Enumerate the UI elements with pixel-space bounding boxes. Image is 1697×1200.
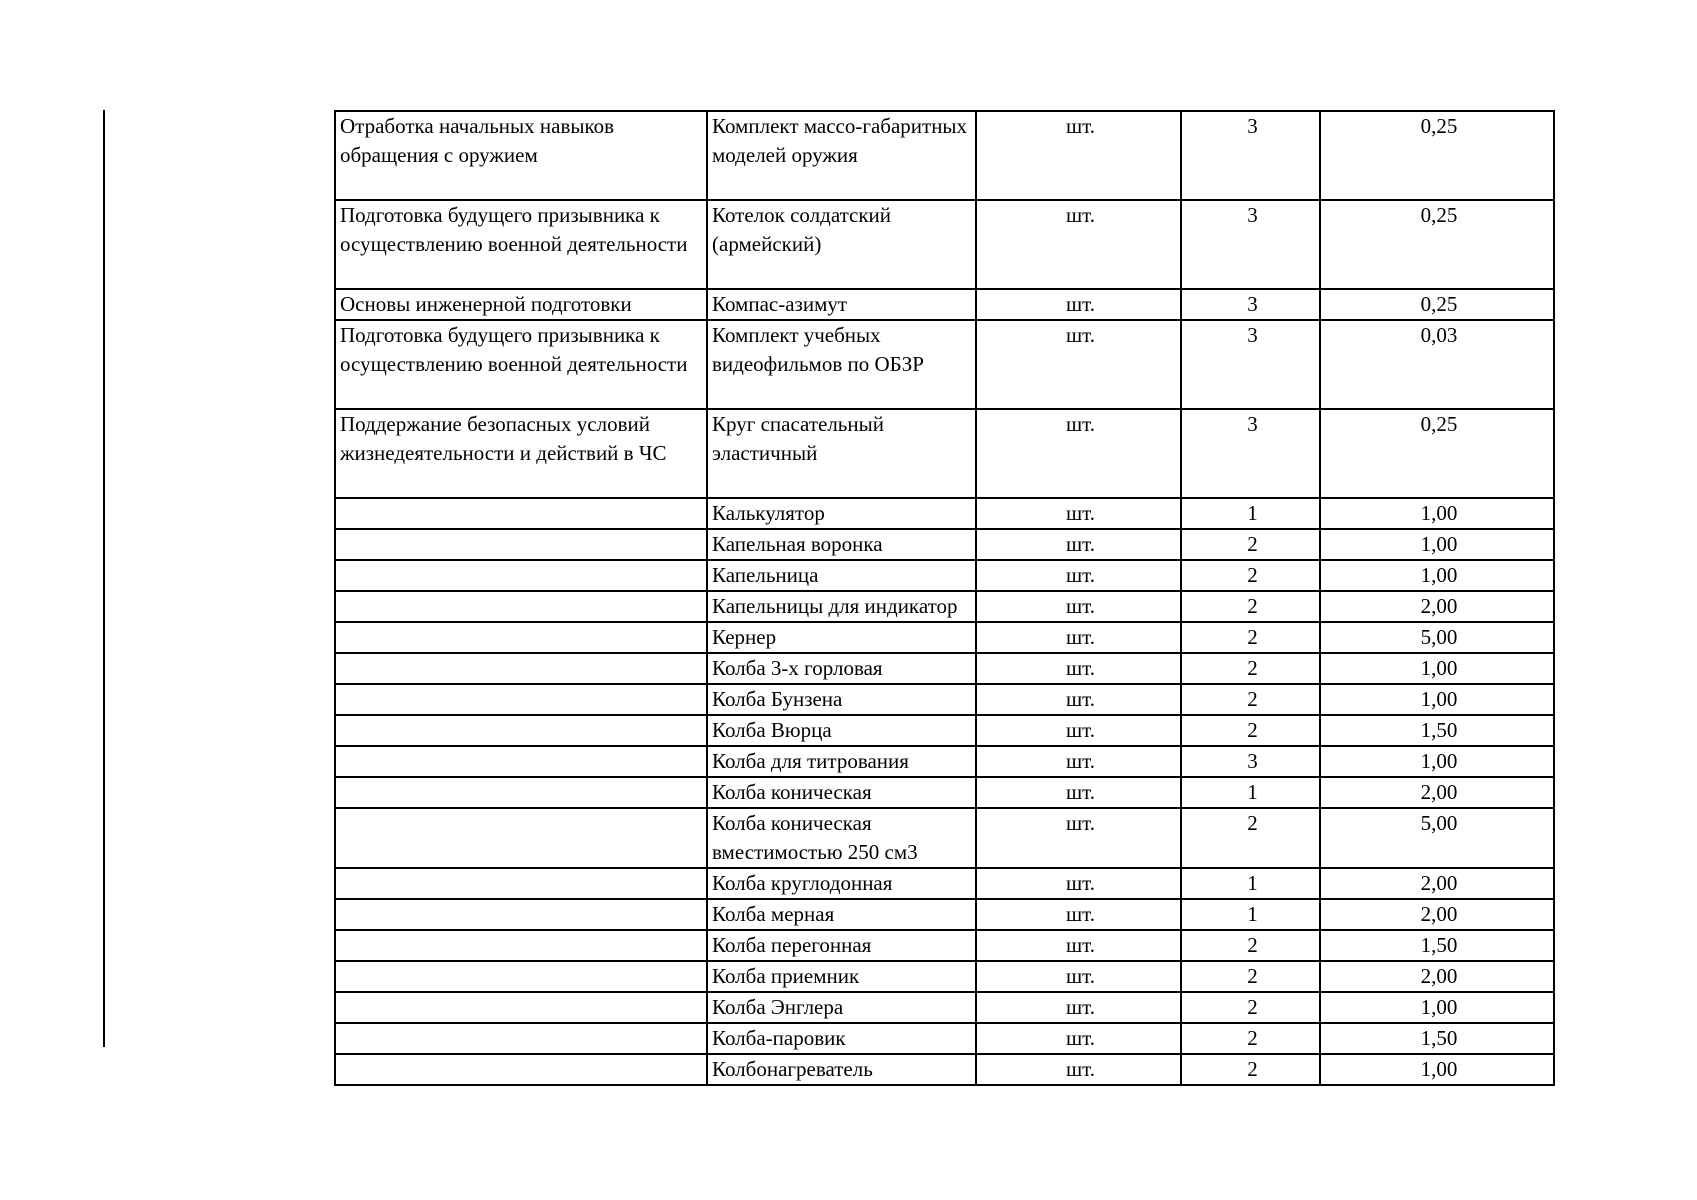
topic-cell — [335, 529, 707, 560]
unit-cell: шт. — [976, 684, 1181, 715]
table-row — [335, 289, 1554, 320]
topic-cell: Отработка начальных навыков обращения с оружием — [335, 111, 707, 200]
unit-cell: шт. — [976, 409, 1181, 498]
topic-cell — [335, 868, 707, 899]
quantity-cell: 2 — [1181, 622, 1320, 653]
table-row — [335, 591, 1554, 622]
item-cell: Капельницы для индикатор — [707, 591, 976, 622]
item-cell: Колбонагреватель — [707, 1054, 976, 1085]
table-row — [335, 622, 1554, 653]
unit-cell: шт. — [976, 591, 1181, 622]
norm-cell: 1,00 — [1320, 684, 1554, 715]
unit-cell: шт. — [976, 111, 1181, 200]
norm-cell: 2,00 — [1320, 868, 1554, 899]
table-row — [335, 899, 1554, 930]
quantity-cell: 1 — [1181, 899, 1320, 930]
unit-cell: шт. — [976, 289, 1181, 320]
topic-cell — [335, 746, 707, 777]
table-row — [335, 498, 1554, 529]
norm-cell: 2,00 — [1320, 591, 1554, 622]
quantity-cell: 1 — [1181, 498, 1320, 529]
quantity-cell: 2 — [1181, 992, 1320, 1023]
item-cell: Колба перегонная — [707, 930, 976, 961]
quantity-cell: 3 — [1181, 320, 1320, 409]
unit-cell: шт. — [976, 560, 1181, 591]
item-cell: Колба приемник — [707, 961, 976, 992]
quantity-cell: 1 — [1181, 868, 1320, 899]
unit-cell: шт. — [976, 992, 1181, 1023]
unit-cell: шт. — [976, 200, 1181, 289]
quantity-cell: 2 — [1181, 930, 1320, 961]
item-cell: Комплект массо-габаритных моделей оружия — [707, 111, 976, 200]
norm-cell: 0,25 — [1320, 409, 1554, 498]
item-cell: Кернер — [707, 622, 976, 653]
norm-cell: 2,00 — [1320, 961, 1554, 992]
quantity-cell: 2 — [1181, 529, 1320, 560]
item-cell: Колба круглодонная — [707, 868, 976, 899]
table-row — [335, 746, 1554, 777]
norm-cell: 5,00 — [1320, 622, 1554, 653]
unit-cell: шт. — [976, 777, 1181, 808]
item-cell: Колба-паровик — [707, 1023, 976, 1054]
norm-cell: 1,00 — [1320, 498, 1554, 529]
norm-cell: 2,00 — [1320, 777, 1554, 808]
topic-cell — [335, 684, 707, 715]
topic-cell — [335, 899, 707, 930]
quantity-cell: 3 — [1181, 289, 1320, 320]
norm-cell: 1,00 — [1320, 529, 1554, 560]
unit-cell: шт. — [976, 1054, 1181, 1085]
item-cell: Котелок солдатский (армейский) — [707, 200, 976, 289]
table-row — [335, 653, 1554, 684]
quantity-cell: 2 — [1181, 808, 1320, 868]
norm-cell: 1,50 — [1320, 930, 1554, 961]
unit-cell: шт. — [976, 653, 1181, 684]
norm-cell: 0,25 — [1320, 111, 1554, 200]
table-row — [335, 560, 1554, 591]
table-row — [335, 808, 1554, 868]
item-cell: Колба коническая вместимостью 250 см3 — [707, 808, 976, 868]
norm-cell: 5,00 — [1320, 808, 1554, 868]
topic-cell — [335, 622, 707, 653]
topic-cell — [335, 777, 707, 808]
unit-cell: шт. — [976, 1023, 1181, 1054]
quantity-cell: 1 — [1181, 777, 1320, 808]
item-cell: Колба 3-х горловая — [707, 653, 976, 684]
quantity-cell: 2 — [1181, 715, 1320, 746]
quantity-cell: 3 — [1181, 111, 1320, 200]
topic-cell — [335, 591, 707, 622]
table-row — [335, 320, 1554, 409]
unit-cell: шт. — [976, 746, 1181, 777]
norm-cell: 1,50 — [1320, 715, 1554, 746]
table-row — [335, 715, 1554, 746]
item-cell: Комплект учебных видеофильмов по ОБЗР — [707, 320, 976, 409]
norm-cell: 2,00 — [1320, 899, 1554, 930]
table-row — [335, 777, 1554, 808]
topic-cell — [335, 653, 707, 684]
quantity-cell: 2 — [1181, 1023, 1320, 1054]
topic-cell — [335, 1054, 707, 1085]
quantity-cell: 3 — [1181, 200, 1320, 289]
item-cell: Колба Вюрца — [707, 715, 976, 746]
topic-cell — [335, 560, 707, 591]
item-cell: Компас-азимут — [707, 289, 976, 320]
item-cell: Колба для титрования — [707, 746, 976, 777]
norm-cell: 0,25 — [1320, 289, 1554, 320]
norm-cell: 1,50 — [1320, 1023, 1554, 1054]
topic-cell — [335, 992, 707, 1023]
table-row — [335, 868, 1554, 899]
quantity-cell: 2 — [1181, 560, 1320, 591]
topic-cell: Основы инженерной подготовки — [335, 289, 707, 320]
unit-cell: шт. — [976, 715, 1181, 746]
topic-cell: Подготовка будущего призывника к осуществлению военной деятельности — [335, 200, 707, 289]
item-cell: Капельница — [707, 560, 976, 591]
table-row — [335, 1054, 1554, 1085]
topic-cell: Поддержание безопасных условий жизнедеятельности и действий в ЧС — [335, 409, 707, 498]
table-row — [335, 200, 1554, 289]
table-row — [335, 409, 1554, 498]
topic-cell — [335, 1023, 707, 1054]
unit-cell: шт. — [976, 529, 1181, 560]
topic-cell: Подготовка будущего призывника к осуществлению военной деятельности — [335, 320, 707, 409]
unit-cell: шт. — [976, 899, 1181, 930]
table-row — [335, 1023, 1554, 1054]
unit-cell: шт. — [976, 808, 1181, 868]
quantity-cell: 2 — [1181, 684, 1320, 715]
norm-cell: 1,00 — [1320, 992, 1554, 1023]
unit-cell: шт. — [976, 320, 1181, 409]
quantity-cell: 2 — [1181, 591, 1320, 622]
item-cell: Колба Бунзена — [707, 684, 976, 715]
topic-cell — [335, 808, 707, 868]
quantity-cell: 2 — [1181, 1054, 1320, 1085]
unit-cell: шт. — [976, 498, 1181, 529]
item-cell: Колба Энглера — [707, 992, 976, 1023]
item-cell: Круг спасательный эластичный — [707, 409, 976, 498]
item-cell: Калькулятор — [707, 498, 976, 529]
unit-cell: шт. — [976, 622, 1181, 653]
unit-cell: шт. — [976, 961, 1181, 992]
norm-cell: 0,03 — [1320, 320, 1554, 409]
norm-cell: 1,00 — [1320, 746, 1554, 777]
quantity-cell: 2 — [1181, 961, 1320, 992]
quantity-cell: 2 — [1181, 653, 1320, 684]
table-row — [335, 961, 1554, 992]
topic-cell — [335, 961, 707, 992]
topic-cell — [335, 498, 707, 529]
quantity-cell: 3 — [1181, 409, 1320, 498]
norm-cell: 1,00 — [1320, 560, 1554, 591]
norm-cell: 0,25 — [1320, 200, 1554, 289]
table-row — [335, 992, 1554, 1023]
item-cell: Капельная воронка — [707, 529, 976, 560]
equipment-table — [334, 110, 1555, 1086]
unit-cell: шт. — [976, 868, 1181, 899]
table-row — [335, 529, 1554, 560]
item-cell: Колба коническая — [707, 777, 976, 808]
unit-cell: шт. — [976, 930, 1181, 961]
norm-cell: 1,00 — [1320, 653, 1554, 684]
quantity-cell: 3 — [1181, 746, 1320, 777]
topic-cell — [335, 715, 707, 746]
table-row — [335, 111, 1554, 200]
topic-cell — [335, 930, 707, 961]
item-cell: Колба мерная — [707, 899, 976, 930]
left-margin-rule — [103, 110, 105, 1047]
table-row — [335, 930, 1554, 961]
norm-cell: 1,00 — [1320, 1054, 1554, 1085]
table-row — [335, 684, 1554, 715]
